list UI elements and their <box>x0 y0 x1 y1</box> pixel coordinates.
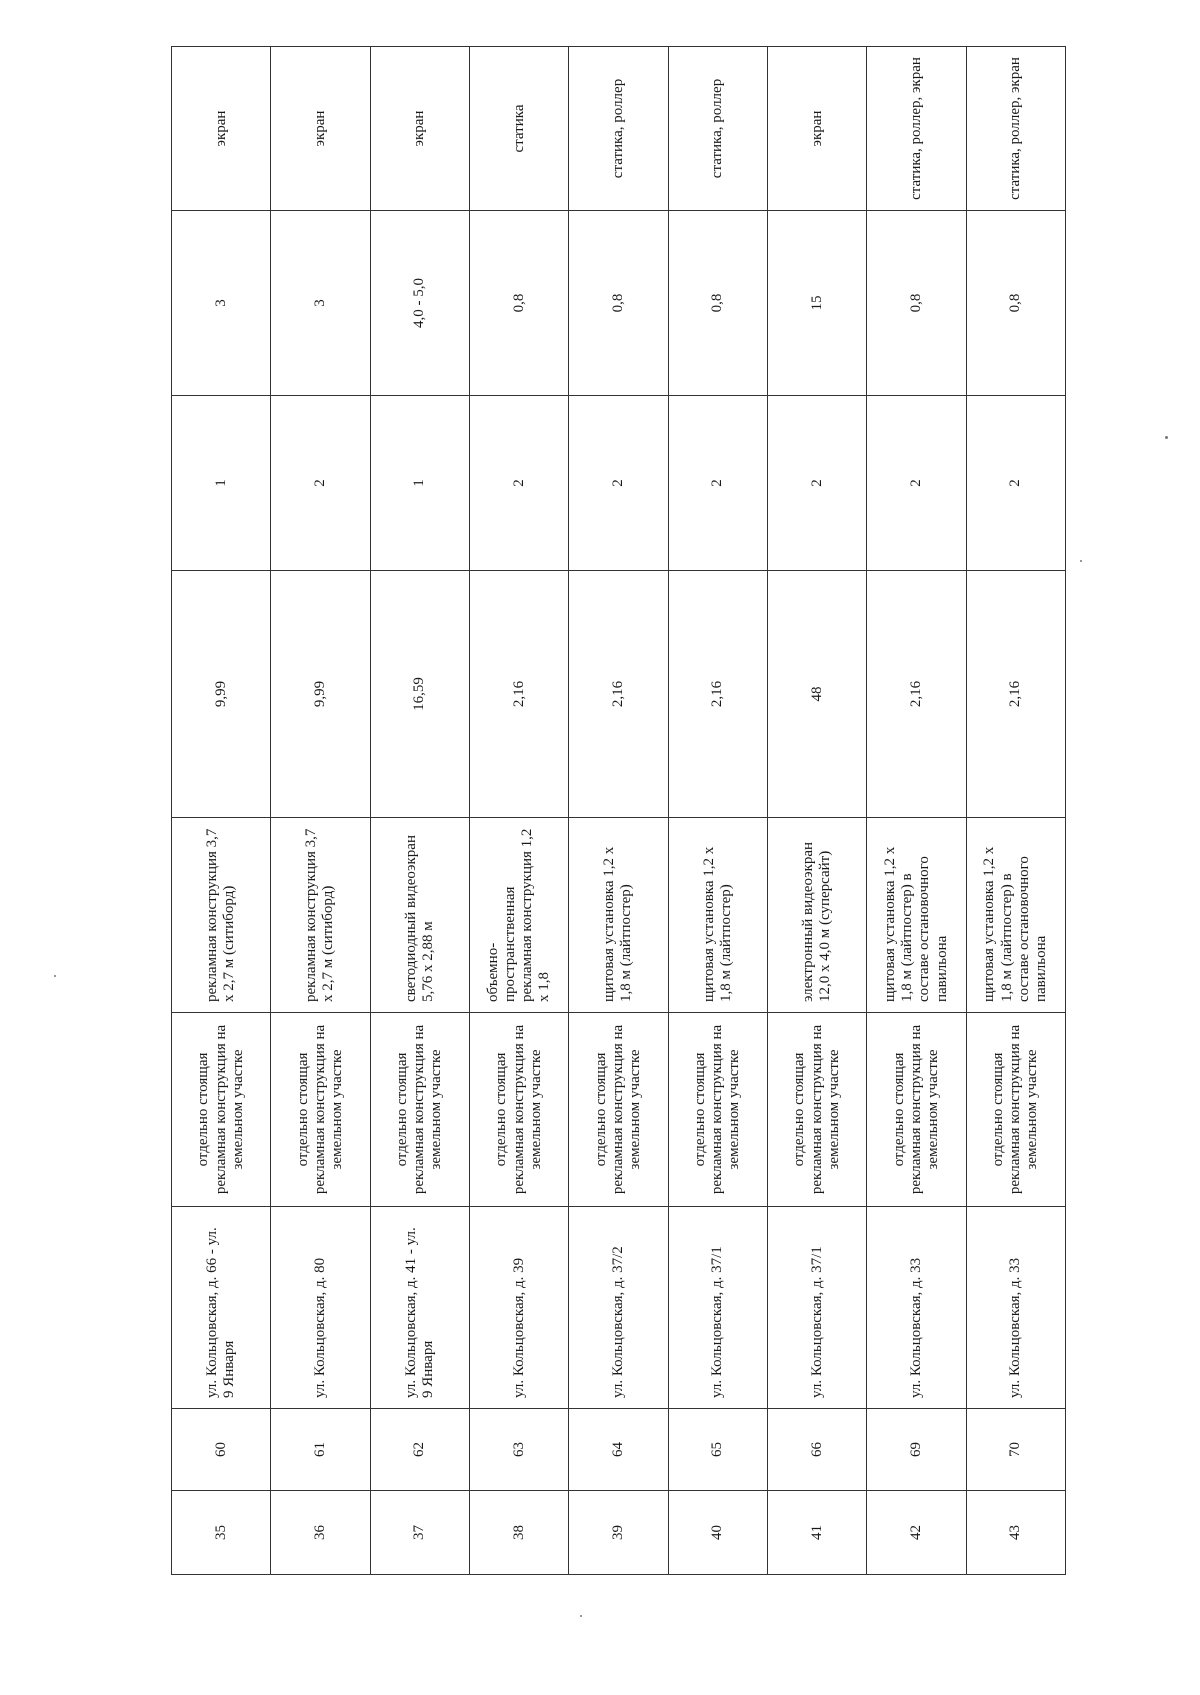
structure-type-cell: отдельно стоящая рекламная конструкция на земельном участке <box>569 1013 668 1207</box>
sides-count-cell: 2 <box>767 396 866 571</box>
display-technology-cell: статика, роллер <box>569 47 668 211</box>
row-index-cell: 39 <box>569 1491 668 1575</box>
row-index-cell: 43 <box>966 1491 1065 1575</box>
structure-number-cell: 61 <box>271 1409 370 1491</box>
advertising-structures-table <box>171 46 1066 1575</box>
area-cell: 2,16 <box>867 571 966 818</box>
structure-type-cell: отдельно стоящая рекламная конструкция на земельном участке <box>767 1013 866 1207</box>
display-technology-cell: экран <box>767 47 866 211</box>
table-body <box>172 47 1066 1575</box>
structure-type-cell: отдельно стоящая рекламная конструкция на земельном участке <box>867 1013 966 1207</box>
rotated-table-container <box>171 47 1066 1575</box>
structure-number-cell: 60 <box>172 1409 271 1491</box>
sides-count-cell: 1 <box>370 396 469 571</box>
structure-description-cell: щитовая установка 1,2 х 1,8 м (лайтпостер) <box>668 818 767 1013</box>
address-cell: ул. Кольцовская, д. 80 <box>271 1207 370 1409</box>
address-cell: ул. Кольцовская, д. 37/1 <box>668 1207 767 1409</box>
height-cell: 0,8 <box>867 211 966 396</box>
structure-type-cell: отдельно стоящая рекламная конструкция на земельном участке <box>172 1013 271 1207</box>
table-row <box>370 47 469 1575</box>
height-cell: 0,8 <box>469 211 568 396</box>
structure-number-cell: 63 <box>469 1409 568 1491</box>
structure-description-cell: электронный видеоэкран 12,0 х 4,0 м (суперсайт) <box>767 818 866 1013</box>
structure-description-cell: щитовая установка 1,2 х 1,8 м (лайтпостер) <box>569 818 668 1013</box>
display-technology-cell: экран <box>370 47 469 211</box>
structure-type-cell: отдельно стоящая рекламная конструкция на земельном участке <box>271 1013 370 1207</box>
landscape-table-frame <box>171 47 1066 1575</box>
table-row <box>569 47 668 1575</box>
table-row <box>767 47 866 1575</box>
structure-number-cell: 64 <box>569 1409 668 1491</box>
display-technology-cell: экран <box>172 47 271 211</box>
display-technology-cell: статика, роллер <box>668 47 767 211</box>
structure-type-cell: отдельно стоящая рекламная конструкция на земельном участке <box>370 1013 469 1207</box>
area-cell: 2,16 <box>966 571 1065 818</box>
address-cell: ул. Кольцовская, д. 39 <box>469 1207 568 1409</box>
sides-count-cell: 2 <box>271 396 370 571</box>
address-cell: ул. Кольцовская, д. 37/2 <box>569 1207 668 1409</box>
row-index-cell: 35 <box>172 1491 271 1575</box>
sides-count-cell: 2 <box>966 396 1065 571</box>
structure-description-cell: объемно-пространственная рекламная конструкция 1,2 х 1,8 <box>469 818 568 1013</box>
area-cell: 2,16 <box>668 571 767 818</box>
address-cell: ул. Кольцовская, д. 37/1 <box>767 1207 866 1409</box>
structure-number-cell: 65 <box>668 1409 767 1491</box>
display-technology-cell: статика, роллер, экран <box>966 47 1065 211</box>
scan-speck <box>1080 560 1082 562</box>
display-technology-cell: экран <box>271 47 370 211</box>
table-row <box>867 47 966 1575</box>
area-cell: 9,99 <box>172 571 271 818</box>
area-cell: 2,16 <box>469 571 568 818</box>
display-technology-cell: статика <box>469 47 568 211</box>
address-cell: ул. Кольцовская, д. 41 - ул. 9 Января <box>370 1207 469 1409</box>
display-technology-cell: статика, роллер, экран <box>867 47 966 211</box>
height-cell: 3 <box>271 211 370 396</box>
structure-type-cell: отдельно стоящая рекламная конструкция на земельном участке <box>668 1013 767 1207</box>
scan-speck <box>54 975 56 977</box>
sides-count-cell: 2 <box>469 396 568 571</box>
structure-description-cell: щитовая установка 1,2 х 1,8 м (лайтпостер) в составе остановочного павильона <box>966 818 1065 1013</box>
row-index-cell: 40 <box>668 1491 767 1575</box>
structure-description-cell: щитовая установка 1,2 х 1,8 м (лайтпостер) в составе остановочного павильона <box>867 818 966 1013</box>
address-cell: ул. Кольцовская, д. 33 <box>867 1207 966 1409</box>
sides-count-cell: 2 <box>668 396 767 571</box>
area-cell: 2,16 <box>569 571 668 818</box>
table-row <box>668 47 767 1575</box>
height-cell: 0,8 <box>668 211 767 396</box>
structure-type-cell: отдельно стоящая рекламная конструкция на земельном участке <box>966 1013 1065 1207</box>
structure-description-cell: светодиодный видеоэкран 5,76 х 2,88 м <box>370 818 469 1013</box>
area-cell: 16,59 <box>370 571 469 818</box>
scan-speck <box>580 1615 582 1617</box>
sides-count-cell: 2 <box>569 396 668 571</box>
row-index-cell: 36 <box>271 1491 370 1575</box>
height-cell: 15 <box>767 211 866 396</box>
structure-description-cell: рекламная конструкция 3,7 х 2,7 м (ситиборд) <box>172 818 271 1013</box>
address-cell: ул. Кольцовская, д. 33 <box>966 1207 1065 1409</box>
structure-description-cell: рекламная конструкция 3,7 х 2,7 м (ситиборд) <box>271 818 370 1013</box>
structure-number-cell: 62 <box>370 1409 469 1491</box>
sides-count-cell: 2 <box>867 396 966 571</box>
table-row <box>469 47 568 1575</box>
height-cell: 0,8 <box>966 211 1065 396</box>
row-index-cell: 42 <box>867 1491 966 1575</box>
scan-speck <box>1165 436 1168 439</box>
address-cell: ул. Кольцовская, д. 66 - ул. 9 Января <box>172 1207 271 1409</box>
sides-count-cell: 1 <box>172 396 271 571</box>
row-index-cell: 41 <box>767 1491 866 1575</box>
structure-number-cell: 69 <box>867 1409 966 1491</box>
row-index-cell: 38 <box>469 1491 568 1575</box>
row-index-cell: 37 <box>370 1491 469 1575</box>
height-cell: 4,0 - 5,0 <box>370 211 469 396</box>
structure-type-cell: отдельно стоящая рекламная конструкция на земельном участке <box>469 1013 568 1207</box>
height-cell: 0,8 <box>569 211 668 396</box>
table-row <box>966 47 1065 1575</box>
table-row <box>271 47 370 1575</box>
area-cell: 48 <box>767 571 866 818</box>
height-cell: 3 <box>172 211 271 396</box>
structure-number-cell: 66 <box>767 1409 866 1491</box>
structure-number-cell: 70 <box>966 1409 1065 1491</box>
area-cell: 9,99 <box>271 571 370 818</box>
table-row <box>172 47 271 1575</box>
